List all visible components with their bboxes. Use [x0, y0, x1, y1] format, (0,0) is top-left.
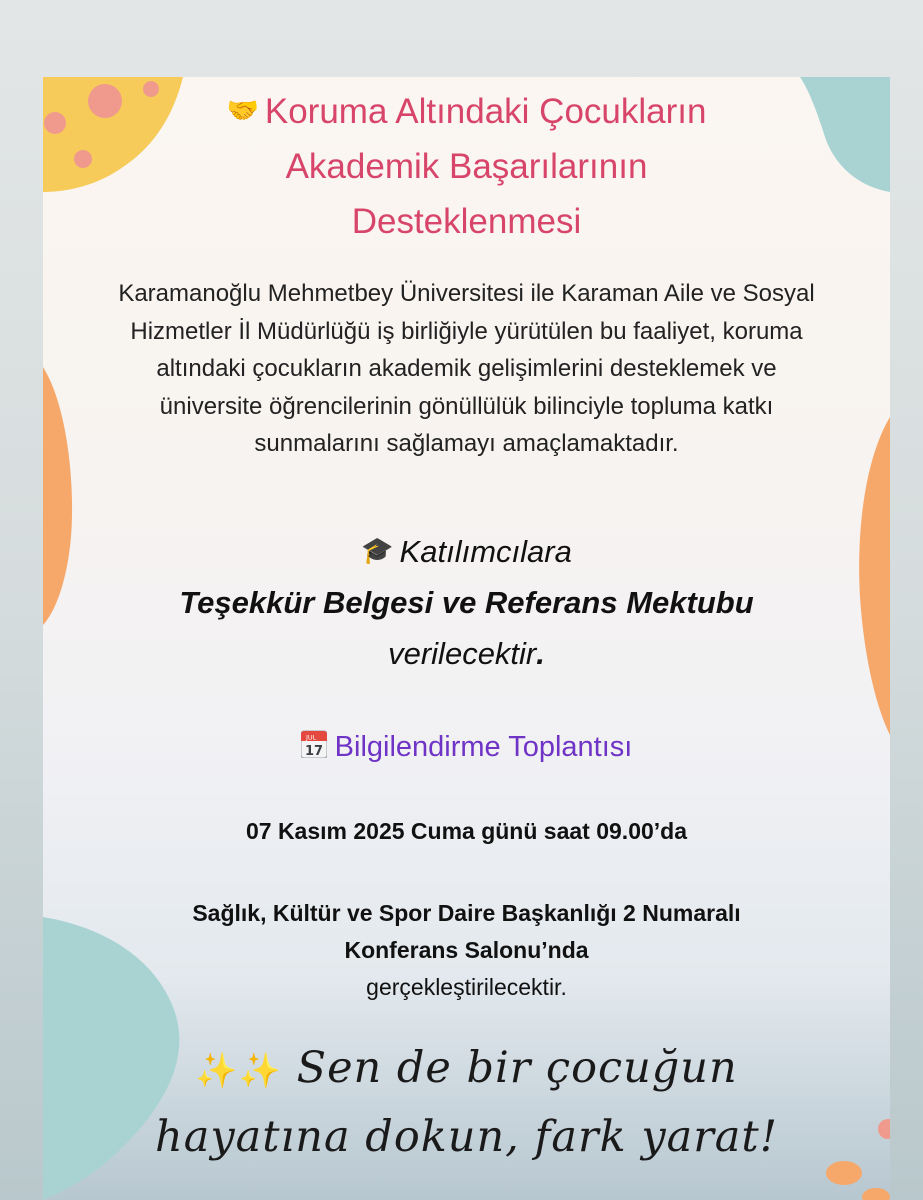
venue-line-2: Konferans Salonu’nda: [344, 937, 589, 963]
meeting-title: Bilgilendirme Toplantısı: [334, 731, 633, 763]
slogan-line-1: Sen de bir çocuğun: [296, 1043, 738, 1093]
participants-line-1: [43, 525, 890, 577]
participants-verb: verilecektir: [388, 636, 537, 671]
intro-line: üniversite öğrencilerinin gönüllülük bilinciyle topluma katkı: [159, 392, 774, 420]
title-line-2: Akademik Başarılarının: [285, 147, 648, 186]
intro-line: sunmalarını sağlamayı amaçlamaktadır.: [254, 430, 679, 457]
intro-line: altındaki çocukların akademik gelişimlerini desteklemek ve: [156, 355, 777, 382]
calendar-day: 17: [304, 744, 323, 758]
venue-line-3: gerçekleştirilecektir.: [366, 974, 567, 1000]
meeting-venue: [43, 895, 890, 1006]
title-line: [43, 83, 890, 139]
intro-paragraph: [43, 275, 890, 463]
intro-line: Hizmetler İl Müdürlüğü iş birliğiyle yürütülen bu faaliyet, koruma: [130, 317, 803, 345]
calendar-month: JUL: [305, 733, 316, 742]
certificate-text: Teşekkür Belgesi ve Referans Mektubu: [179, 585, 754, 620]
participants-section: [43, 525, 890, 679]
title-line-3: Desteklenmesi: [351, 202, 582, 241]
meeting-heading: [43, 725, 890, 769]
event-poster: [43, 77, 890, 1200]
participants-line-3: [43, 628, 890, 679]
graduation-cap-icon: 🎓: [361, 535, 394, 565]
calendar-icon: [301, 727, 327, 758]
meeting-date: 07 Kasım 2025 Cuma günü saat 09.00’da: [245, 818, 688, 844]
handshake-icon: 🤝: [226, 95, 259, 125]
slogan-line-1-wrap: [43, 1035, 890, 1104]
participants-period: .: [536, 636, 545, 671]
sparkles-icon: ✨✨: [195, 1051, 282, 1091]
poster-title: [43, 83, 890, 249]
slogan: [43, 1035, 890, 1170]
intro-line: Karamanoğlu Mehmetbey Üniversitesi ile Karaman Aile ve Sosyal: [118, 280, 815, 307]
slogan-line-2: hayatına dokun, fark yarat!: [155, 1112, 778, 1162]
decorative-dot: [862, 1188, 890, 1200]
venue-line-1: Sağlık, Kültür ve Spor Daire Başkanlığı 2 Numaralı: [192, 900, 741, 926]
participants-label: Katılımcılara: [399, 534, 572, 569]
title-line-1: Koruma Altındaki Çocukların: [264, 92, 707, 131]
